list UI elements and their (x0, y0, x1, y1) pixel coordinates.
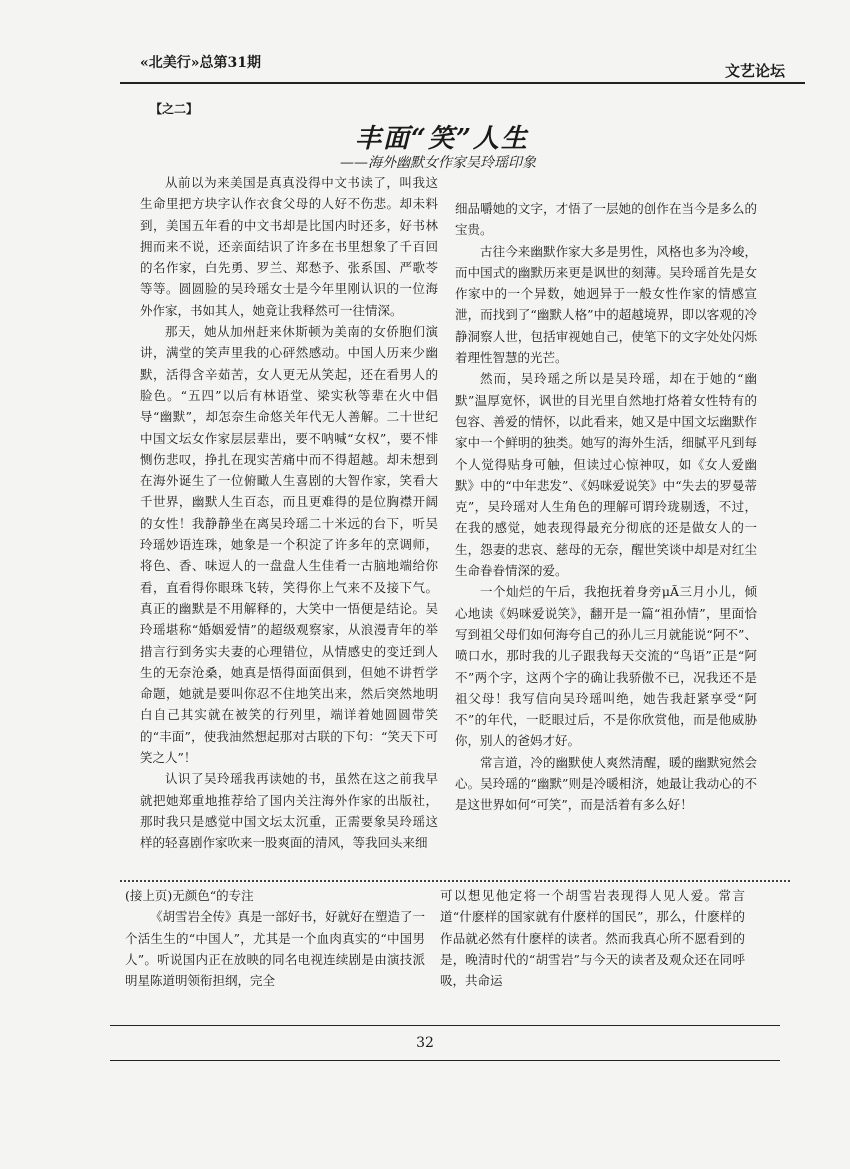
footer-rule (110, 1025, 780, 1026)
page-number: 32 (416, 1035, 434, 1051)
article-title: 丰面“笑”人生 (355, 124, 529, 154)
article-right-column (455, 198, 757, 878)
paragraph: 《胡雪岩全传》真是一部好书，好就好在塑造了一个活生生的“中国人”，尤其是一个血肉真实的“中国男人”。听说国内正在放映的同名电视连续剧是由演技派明星陈道明领衔担纲，完全 (125, 909, 425, 989)
paragraph: 一个灿烂的午后，我抱抚着身旁μÃ三月小儿，倾心地读《妈咪爱说笑》，翻开是一篇“祖孙情”，里面恰写到祖父母们如何海夸自己的孙儿三月就能说“阿不”、喷口水，那时我的儿子跟我每天交流的“鸟语”正是“阿不”两个字，这两个字的确让我骄傲不已，况我还不是祖父母！我写信向吴玲瑶叫绝，她告我赶紧享受“阿不”的年代，一眨眼过后，不是你欣赏他，而是他威胁你，别人的爸妈才好。 (455, 584, 757, 749)
continuation-label: (接上页)无颜色“的专注 (125, 888, 254, 903)
continuation-left-column (125, 885, 425, 1005)
section-tag: 【之二】 (150, 102, 199, 116)
paragraph: 常言道，冷的幽默使人爽然清醒，暖的幽默宛然会心。吴玲瑶的“幽默”则是冷暖相济，她最让我动心的不是这世界如何“可笑”，而是活着有多么好！ (455, 754, 757, 813)
paragraph: 然而，吴玲瑶之所以是吴玲瑶，却在于她的“幽默”温厚宽怀，讽世的目光里自然地打烙着女性特有的包容、善爱的情怀，以此看来，她又是中国文坛幽默作家中一个鲜明的独类。她写的海外生活，细腻平凡到每个人觉得贴身可触，但读过心惊神叹，如《女人爱幽默》中的“中年悲发”、《妈咪爱说笑》中“失去的罗曼蒂克”，吴玲瑶对人生角色的理解可谓玲珑剔透，不过，在我的感觉，她表现得最充分彻底的还是做女人的一生，怨妻的悲哀、慈母的无奈，醒世笑谈中却是对红尘生命眷眷情深的爱。 (455, 371, 757, 579)
paragraph: 可以想见他定将一个胡雪岩表现得人见人爱。常言道“什麽样的国家就有什麽样的国民”，那么，什麽样的作品就必然有什麽样的读者。然而我真心所不愿看到的是，晚清时代的“胡雪岩”与今天的读者及观众还在同呼吸，共命运 (440, 888, 745, 989)
article-subtitle: ——海外幽默女作家吴玲瑶印象 (340, 155, 536, 171)
paragraph: 认识了吴玲瑶我再读她的书，虽然在这之前我早就把她郑重地推荐给了国内关注海外作家的出版社，那时我只是感觉中国文坛太沉重，正需要象吴玲瑶这样的轻喜剧作家吹来一股爽面的清风，等我回头来细 (140, 771, 438, 851)
dotted-divider (120, 880, 790, 882)
paragraph: 古往今来幽默作家大多是男性，风格也多为冷峻，而中国式的幽默历来更是讽世的刻薄。吴玲瑶首先是女作家中的一个异数，她迥异于一般女性作家的情感宣泄，而找到了“幽默人格”中的超越境界，即以客观的冷静洞察人世，包括审视她自己，使笔下的文字处处闪烁着理性智慧的光芒。 (455, 243, 757, 366)
journal-issue-header: «北美行»总第31期 (140, 55, 261, 71)
article-left-column (140, 172, 438, 874)
paragraph: 从前以为来美国是真真没得中文书读了，叫我这生命里把方块字认作衣食父母的人好不伤悲。却未料到，美国五年看的中文书却是比国内时还多，好书林拥而来不说，还亲面结识了许多在书里想象了千百回的名作家，白先勇、罗兰、郑愁予、张系国、严歌苓等等。圆圆脸的吴玲瑶女士是今年里刚认识的一位海外作家，书如其人，她竟让我释然可一往情深。 (140, 175, 438, 318)
paragraph: 那天，她从加州赶来休斯顿为美南的女侨胞们演讲，满堂的笑声里我的心砰然感动。中国人历来少幽默，活得含辛茹苦，女人更无从笑起，还在看男人的脸色。“五四”以后有林语堂、梁实秋等辈在火中倡导“幽默”，却怎奈生命悠关年代无人善解。二十世纪中国文坛女作家层层辈出，要不呐喊“女权”，要不悱恻伤悲叹，挣扎在现实苦痛中而不得超越。却未想到在海外诞生了一位俯瞰人生喜剧的大智作家，笑看大千世界，幽默人生百态，而且更难得的是位胸襟开阔的女性！我静静坐在离吴玲瑶二十米远的台下，听吴玲瑶妙语连珠，她象是一个积淀了许多年的烹调师，将色、香、味逗人的一盘盘人生佳肴一古脑地端给你看，直看得你眼珠飞转，笑得你上气来不及接下气。真正的幽默是不用解释的，大笑中一悟便是结论。吴玲瑶堪称“婚姻爱情”的超级观察家，从浪漫青年的举措言行到务实夫妻的心理错位，从情感史的变迁到人生的无奈沧桑，她真是悟得面面俱到，但她不讲哲学命题，她就是要叫你忍不住地笑出来，然后突然地明白自己其实就在被笑的行列里，端详着她圆圆带笑的“丰面”，使我油然想起那对古联的下句：“笑天下可笑之人”！ (140, 324, 438, 766)
header-rule (120, 82, 805, 84)
footer-rule-bottom (110, 1060, 780, 1061)
continuation-right-column (440, 885, 745, 1005)
section-header: 文艺论坛 (724, 62, 785, 80)
paragraph: 细品嚼她的文字，才悟了一层她的创作在当今是多么的宝贵。 (455, 201, 757, 238)
